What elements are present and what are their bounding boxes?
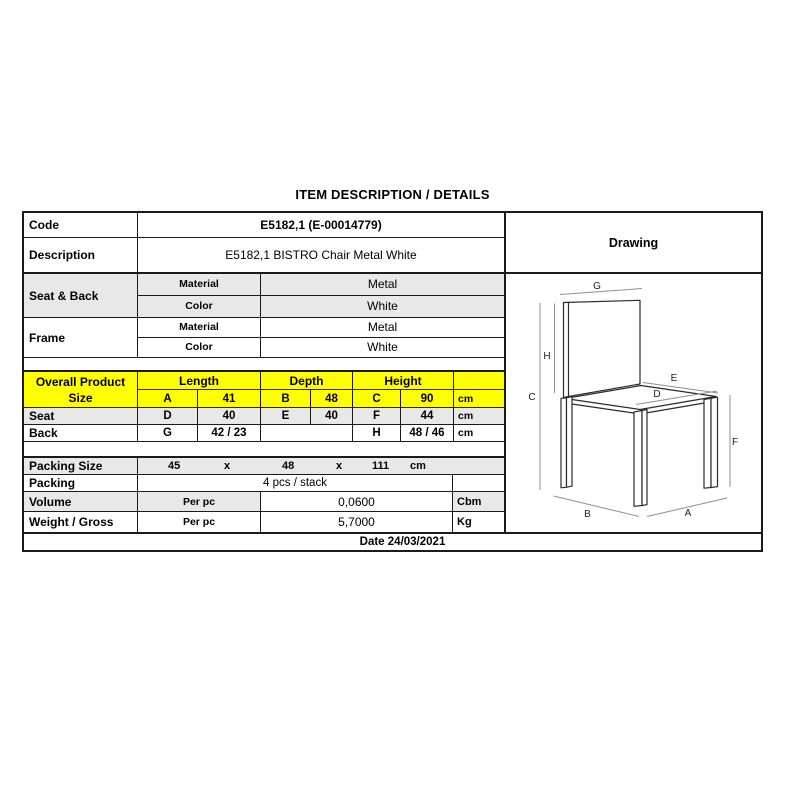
chair-outline — [561, 300, 718, 506]
code-label: Code — [24, 213, 138, 237]
drawing-column — [504, 213, 761, 532]
frame-material-label: Material — [138, 318, 261, 337]
label-H: H — [543, 351, 551, 362]
seat-length-value: 40 — [198, 408, 261, 424]
packing-row — [24, 475, 504, 492]
frame-material-row — [138, 318, 504, 338]
frame-color-value: White — [367, 340, 398, 355]
row-code — [24, 213, 504, 238]
seat-unit: cm — [454, 408, 504, 424]
description-value: E5182,1 BISTRO Chair Metal White — [225, 248, 417, 262]
seat-back-material-label: Material — [138, 274, 261, 295]
packing-size-length: 45 — [168, 460, 181, 472]
overall-size-row — [138, 390, 504, 408]
packing-size-times-1: x — [224, 460, 231, 472]
frame-color-row — [138, 338, 504, 357]
back-unit: cm — [458, 427, 474, 439]
overall-height-key: C — [353, 390, 401, 407]
spec-sheet — [22, 187, 763, 552]
back-length-value: 42 / 23 — [198, 425, 261, 441]
seat-depth-value: 40 — [311, 408, 353, 424]
volume-value: 0,0600 — [261, 492, 453, 511]
back-empty-cell — [261, 425, 353, 441]
frame-label: Frame — [24, 318, 138, 357]
overall-product-size-label: Overall Product Size — [24, 372, 138, 408]
chair-front-leg — [634, 411, 642, 507]
page-title: ITEM DESCRIPTION / DETAILS — [295, 187, 490, 202]
packing-size-row — [24, 458, 504, 475]
spec-left-section — [24, 213, 504, 532]
size-dim-header-row — [138, 372, 504, 390]
label-F: F — [731, 437, 739, 448]
weight-basis: Per pc — [138, 512, 261, 532]
overall-length-value: 41 — [198, 390, 261, 407]
seat-row-label: Seat — [24, 408, 138, 424]
spec-table-body — [24, 213, 761, 532]
overall-height-value: 90 — [401, 390, 454, 407]
depth-header: Depth — [261, 372, 353, 389]
weight-row — [24, 512, 504, 532]
description-label: Description — [24, 238, 138, 272]
dim-line-G — [560, 289, 642, 295]
label-A: A — [684, 508, 692, 519]
overall-depth-key: B — [261, 390, 311, 407]
seat-height-value: 44 — [401, 408, 454, 424]
row-seat-back — [24, 274, 504, 318]
back-size-row — [24, 425, 504, 442]
packing-size-height: 111 — [372, 460, 390, 472]
drawing-header: Drawing — [506, 213, 761, 274]
chair-right-leg — [704, 398, 711, 488]
spacer-row — [24, 442, 504, 458]
back-height-value: 48 / 46 — [401, 425, 454, 441]
chair-left-leg-side — [567, 397, 573, 488]
weight-unit: Kg — [457, 516, 472, 528]
volume-basis: Per pc — [138, 492, 261, 511]
chair-front-leg-side — [642, 410, 647, 506]
seat-size-row — [24, 408, 504, 425]
packing-empty-cell — [453, 475, 504, 491]
overall-length-key: A — [138, 390, 198, 407]
seat-depth-key: E — [261, 408, 311, 424]
back-length-key: G — [138, 425, 198, 441]
label-C: C — [528, 392, 536, 403]
seat-back-color-row — [138, 296, 504, 317]
packing-value: 4 pcs / stack — [138, 475, 453, 491]
drawing-area — [506, 274, 761, 532]
seat-back-material-row — [138, 274, 504, 296]
row-frame — [24, 318, 504, 358]
overall-depth-value: 48 — [311, 390, 353, 407]
length-header: Length — [138, 372, 261, 389]
packing-size-times-2: x — [336, 460, 343, 472]
row-description — [24, 238, 504, 274]
weight-label: Weight / Gross — [24, 512, 138, 532]
overall-unit: cm — [454, 390, 504, 407]
date-row: Date 24/03/2021 — [24, 532, 761, 550]
back-height-key: H — [353, 425, 401, 441]
label-B: B — [584, 509, 591, 520]
volume-row — [24, 492, 504, 512]
chair-left-leg — [561, 398, 567, 488]
code-value: E5182,1 (E-00014779) — [260, 218, 382, 232]
seat-back-color-label: Color — [138, 296, 261, 317]
dim-line-B — [554, 496, 640, 517]
seat-length-key: D — [138, 408, 198, 424]
seat-height-key: F — [353, 408, 401, 424]
size-header-empty-cell — [454, 372, 504, 389]
spacer-row — [24, 358, 504, 372]
packing-size-values — [138, 458, 504, 474]
chair-technical-drawing — [506, 274, 761, 530]
back-row-label: Back — [24, 425, 138, 441]
packing-size-depth: 48 — [282, 460, 295, 472]
seat-back-label: Seat & Back — [24, 274, 138, 317]
chair-backrest — [564, 300, 641, 397]
label-E: E — [670, 373, 678, 384]
packing-label: Packing — [24, 475, 138, 491]
seat-back-color-value: White — [261, 296, 504, 317]
frame-color-label: Color — [138, 338, 261, 357]
frame-material-value: Metal — [367, 320, 398, 335]
packing-size-label: Packing Size — [24, 458, 138, 474]
spec-table — [22, 211, 763, 552]
label-D: D — [653, 389, 661, 400]
size-header-block — [24, 372, 504, 408]
label-G: G — [593, 281, 601, 292]
height-header: Height — [353, 372, 454, 389]
seat-back-material-value: Metal — [261, 274, 504, 295]
packing-size-unit: cm — [410, 460, 426, 472]
weight-value: 5,7000 — [261, 512, 453, 532]
chair-right-leg-side — [711, 397, 718, 487]
volume-unit: Cbm — [453, 492, 504, 511]
volume-label: Volume — [24, 492, 138, 511]
